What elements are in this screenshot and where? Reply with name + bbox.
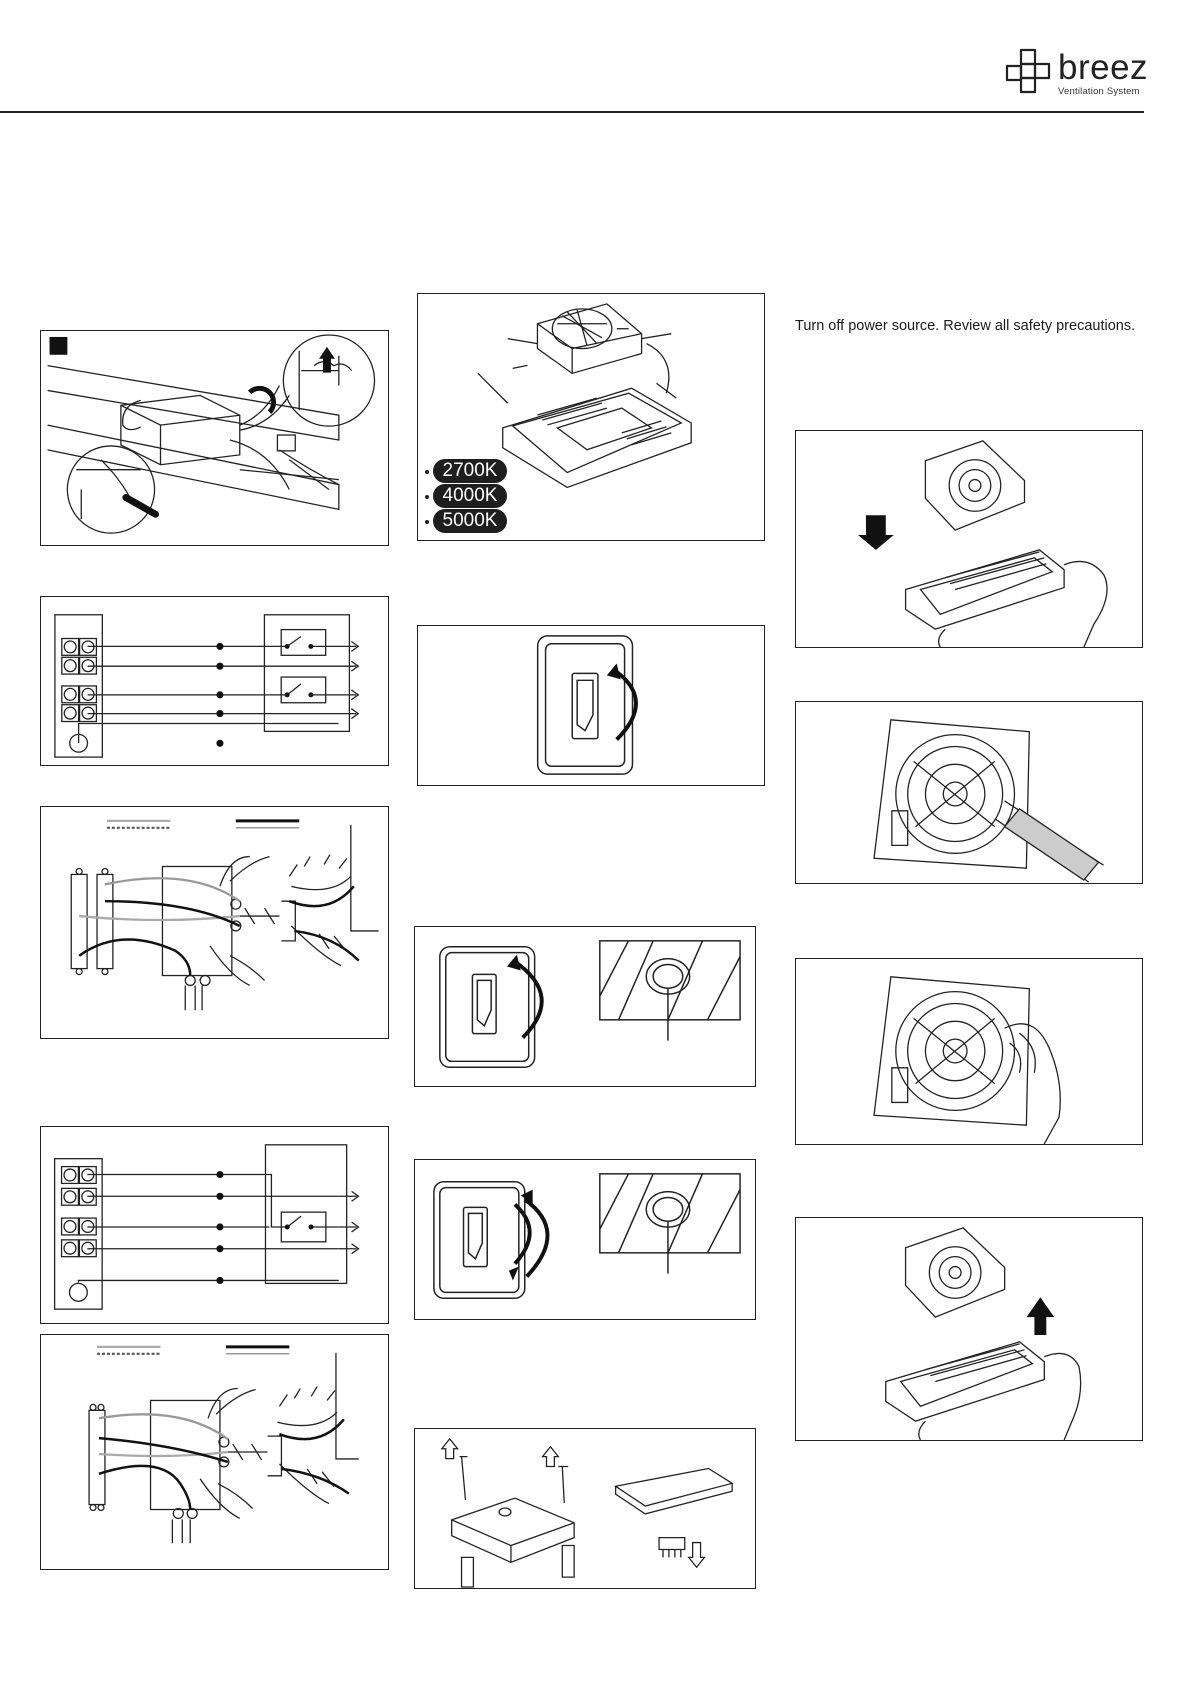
wiring-pictorial-illustration (41, 807, 388, 1038)
bullet-dot (425, 495, 429, 499)
reinstall-grille-figure (795, 1217, 1143, 1441)
brand-name: breez (1058, 48, 1149, 87)
cct-badge-2700k: 2700K (433, 459, 507, 483)
switch-on-light-illustration (415, 927, 755, 1086)
wiring-pictorial-single-illustration (41, 1335, 388, 1569)
joist-installation-illustration (41, 331, 388, 545)
wipe-cleaning-figure (795, 958, 1143, 1145)
bullet-dot (425, 520, 429, 524)
power-off-instruction: Turn off power source. Review all safety precautions. (795, 318, 1136, 334)
bullet-dot (425, 470, 429, 474)
header-rule (0, 111, 1144, 113)
driver-replacement-illustration (415, 1429, 755, 1588)
switch-toggle-illustration (415, 1160, 755, 1319)
wiring-pictorial-single-switch (40, 1334, 389, 1570)
wiring-schematic-single-illustration (41, 1127, 388, 1323)
switch-on-light-figure (414, 926, 756, 1087)
switch-toggle-figure (414, 1159, 756, 1320)
joist-installation-figure (40, 330, 389, 546)
exploded-view-cct-figure (417, 293, 765, 541)
remove-grille-illustration (796, 431, 1142, 647)
wipe-cleaning-illustration (796, 959, 1142, 1144)
wiring-schematic-illustration (41, 597, 388, 765)
cct-badge-5000k: 5000K (433, 509, 507, 533)
wiring-pictorial-two-switch (40, 806, 389, 1039)
wall-switch-figure (417, 625, 765, 786)
wiring-schematic-two-switch (40, 596, 389, 766)
vacuum-cleaning-illustration (796, 702, 1142, 883)
breez-logo-icon (1003, 46, 1055, 94)
vacuum-cleaning-figure (795, 701, 1143, 884)
brand-tagline: Ventilation System (1058, 86, 1140, 97)
cct-badge-4000k: 4000K (433, 484, 507, 508)
remove-grille-figure (795, 430, 1143, 648)
reinstall-grille-illustration (796, 1218, 1142, 1440)
driver-replacement-figure (414, 1428, 756, 1589)
wiring-schematic-single-switch (40, 1126, 389, 1324)
wall-switch-illustration (418, 626, 764, 785)
